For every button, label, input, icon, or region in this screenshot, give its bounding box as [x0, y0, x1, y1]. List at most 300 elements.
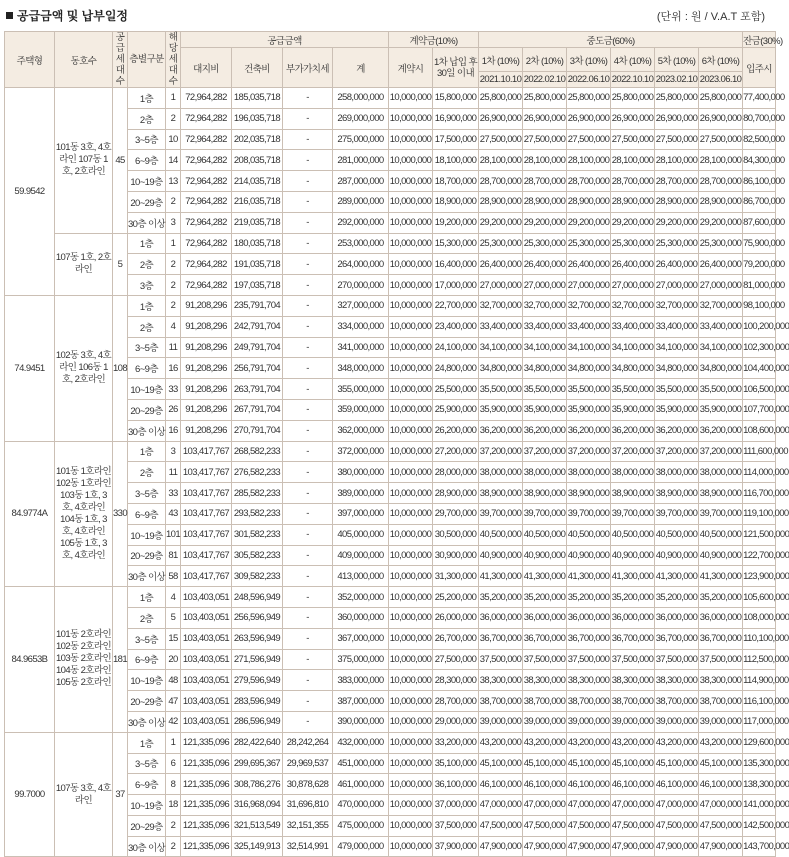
middle-3-cell: 32,700,000 [567, 295, 611, 316]
vat-cell: - [283, 503, 333, 524]
table-body [5, 88, 789, 857]
middle-1-cell: 35,500,000 [479, 379, 523, 400]
vat-cell: - [283, 711, 333, 732]
header-land: 대지비 [181, 48, 232, 88]
bullet-square-icon [6, 12, 13, 19]
supply-units-cell: 37 [113, 732, 128, 857]
table-row [5, 441, 776, 462]
middle-6-cell: 37,200,000 [699, 441, 743, 462]
deposit-first-cell: 29,000,000 [433, 711, 479, 732]
middle-6-cell: 34,100,000 [699, 337, 743, 358]
deposit-first-cell: 37,900,000 [433, 836, 479, 857]
deposit-first-cell: 17,000,000 [433, 275, 479, 296]
building-cell: 271,596,949 [232, 649, 283, 670]
total-cell: 367,000,000 [333, 628, 389, 649]
middle-4-cell: 35,900,000 [611, 399, 655, 420]
middle-4-cell: 27,500,000 [611, 129, 655, 150]
units-cell: 33 [166, 379, 181, 400]
middle-3-cell: 47,500,000 [567, 815, 611, 836]
land-cell: 72,964,282 [181, 150, 232, 171]
header-supply-units: 공급세대수 [113, 32, 128, 88]
units-cell: 10 [166, 129, 181, 150]
total-cell: 372,000,000 [333, 441, 389, 462]
building-cell: 235,791,704 [232, 295, 283, 316]
units-cell: 1 [166, 88, 181, 109]
units-cell: 81 [166, 545, 181, 566]
vat-cell: 32,151,355 [283, 815, 333, 836]
middle-5-cell: 47,500,000 [655, 815, 699, 836]
land-cell: 121,335,096 [181, 732, 232, 753]
middle-3-cell: 34,100,000 [567, 337, 611, 358]
building-cell: 299,695,367 [232, 753, 283, 774]
vat-cell: - [283, 233, 333, 254]
total-cell: 348,000,000 [333, 358, 389, 379]
supply-units-cell: 5 [113, 233, 128, 295]
vat-cell: 31,696,810 [283, 795, 333, 816]
vat-cell: - [283, 691, 333, 712]
middle-1-cell: 38,300,000 [479, 670, 523, 691]
total-cell: 275,000,000 [333, 129, 389, 150]
units-cell: 16 [166, 420, 181, 441]
supply-units-cell: 45 [113, 88, 128, 234]
deposit-first-cell: 24,800,000 [433, 358, 479, 379]
vat-cell: - [283, 420, 333, 441]
balance-cell: 122,700,000 [743, 545, 776, 566]
total-cell: 432,000,000 [333, 732, 389, 753]
balance-cell: 105,600,000 [743, 587, 776, 608]
deposit-first-cell: 27,500,000 [433, 649, 479, 670]
deposit-first-cell: 37,000,000 [433, 795, 479, 816]
building-cell: 309,582,233 [232, 566, 283, 587]
header-middle-date: 2021.10.10 [479, 72, 523, 88]
land-cell: 91,208,296 [181, 420, 232, 441]
middle-6-cell: 28,700,000 [699, 171, 743, 192]
floor-cell: 6~9층 [128, 774, 166, 795]
deposit-first-cell: 18,100,000 [433, 150, 479, 171]
middle-2-cell: 39,000,000 [523, 711, 567, 732]
middle-2-cell: 45,100,000 [523, 753, 567, 774]
floor-cell: 10~19층 [128, 379, 166, 400]
middle-4-cell: 37,500,000 [611, 649, 655, 670]
middle-3-cell: 36,700,000 [567, 628, 611, 649]
floor-cell: 20~29층 [128, 691, 166, 712]
middle-3-cell: 38,300,000 [567, 670, 611, 691]
middle-5-cell: 38,000,000 [655, 462, 699, 483]
middle-6-cell: 26,900,000 [699, 108, 743, 129]
units-cell: 3 [166, 212, 181, 233]
middle-1-cell: 38,000,000 [479, 462, 523, 483]
middle-6-cell: 38,700,000 [699, 691, 743, 712]
building-cell: 316,968,094 [232, 795, 283, 816]
table-row [5, 88, 776, 109]
vat-cell: - [283, 129, 333, 150]
middle-4-cell: 33,400,000 [611, 316, 655, 337]
total-cell: 289,000,000 [333, 191, 389, 212]
total-cell: 253,000,000 [333, 233, 389, 254]
floor-cell: 30층 이상 [128, 566, 166, 587]
header-deposit: 계약금(10%) [389, 32, 479, 48]
building-cell: 248,596,949 [232, 587, 283, 608]
building-cell: 286,596,949 [232, 711, 283, 732]
deposit-contract-cell: 10,000,000 [389, 836, 433, 857]
header-middle-round: 5차 (10%) [655, 48, 699, 72]
units-cell: 2 [166, 191, 181, 212]
balance-cell: 138,300,000 [743, 774, 776, 795]
deposit-first-cell: 25,900,000 [433, 399, 479, 420]
balance-cell: 114,900,000 [743, 670, 776, 691]
land-cell: 103,417,767 [181, 566, 232, 587]
deposit-contract-cell: 10,000,000 [389, 649, 433, 670]
header-deposit-first: 1차 납입 후 30일 이내 [433, 48, 479, 88]
floor-cell: 1층 [128, 233, 166, 254]
middle-6-cell: 27,500,000 [699, 129, 743, 150]
table-row [5, 295, 776, 316]
dong-cell: 107동 3호, 4호라인 [55, 732, 113, 857]
middle-4-cell: 29,200,000 [611, 212, 655, 233]
balance-cell: 143,700,000 [743, 836, 776, 857]
vat-cell: - [283, 462, 333, 483]
total-cell: 397,000,000 [333, 503, 389, 524]
building-cell: 279,596,949 [232, 670, 283, 691]
middle-3-cell: 28,100,000 [567, 150, 611, 171]
middle-4-cell: 38,000,000 [611, 462, 655, 483]
units-cell: 58 [166, 566, 181, 587]
land-cell: 103,403,051 [181, 587, 232, 608]
units-cell: 8 [166, 774, 181, 795]
header-middle: 중도금(60%) [479, 32, 743, 48]
middle-4-cell: 47,500,000 [611, 815, 655, 836]
total-cell: 390,000,000 [333, 711, 389, 732]
middle-1-cell: 37,500,000 [479, 649, 523, 670]
deposit-contract-cell: 10,000,000 [389, 503, 433, 524]
deposit-contract-cell: 10,000,000 [389, 691, 433, 712]
floor-cell: 2층 [128, 462, 166, 483]
header-dong: 동호수 [55, 32, 113, 88]
middle-2-cell: 40,500,000 [523, 524, 567, 545]
header-balance: 잔금(30%) [743, 32, 776, 48]
middle-2-cell: 38,700,000 [523, 691, 567, 712]
building-cell: 196,035,718 [232, 108, 283, 129]
middle-2-cell: 26,900,000 [523, 108, 567, 129]
balance-cell: 86,100,000 [743, 171, 776, 192]
middle-5-cell: 37,200,000 [655, 441, 699, 462]
building-cell: 219,035,718 [232, 212, 283, 233]
vat-cell: - [283, 150, 333, 171]
middle-6-cell: 25,800,000 [699, 88, 743, 109]
building-cell: 293,582,233 [232, 503, 283, 524]
building-cell: 185,035,718 [232, 88, 283, 109]
middle-3-cell: 47,900,000 [567, 836, 611, 857]
middle-6-cell: 38,300,000 [699, 670, 743, 691]
middle-4-cell: 36,200,000 [611, 420, 655, 441]
vat-cell: - [283, 649, 333, 670]
middle-6-cell: 37,500,000 [699, 649, 743, 670]
total-cell: 470,000,000 [333, 795, 389, 816]
middle-2-cell: 37,500,000 [523, 649, 567, 670]
middle-1-cell: 37,200,000 [479, 441, 523, 462]
middle-5-cell: 25,300,000 [655, 233, 699, 254]
balance-cell: 117,000,000 [743, 711, 776, 732]
land-cell: 103,403,051 [181, 711, 232, 732]
land-cell: 91,208,296 [181, 316, 232, 337]
middle-5-cell: 40,500,000 [655, 524, 699, 545]
units-cell: 2 [166, 815, 181, 836]
middle-5-cell: 34,800,000 [655, 358, 699, 379]
header-building: 건축비 [232, 48, 283, 88]
middle-5-cell: 34,100,000 [655, 337, 699, 358]
middle-3-cell: 40,900,000 [567, 545, 611, 566]
middle-2-cell: 38,000,000 [523, 462, 567, 483]
vat-cell: 32,514,991 [283, 836, 333, 857]
deposit-first-cell: 24,100,000 [433, 337, 479, 358]
vat-cell: - [283, 587, 333, 608]
deposit-first-cell: 33,200,000 [433, 732, 479, 753]
deposit-contract-cell: 10,000,000 [389, 295, 433, 316]
deposit-first-cell: 25,500,000 [433, 379, 479, 400]
middle-5-cell: 47,000,000 [655, 795, 699, 816]
header-supply-price: 공급금액 [181, 32, 389, 48]
middle-4-cell: 28,900,000 [611, 191, 655, 212]
supply-units-cell: 181 [113, 587, 128, 733]
building-cell: 308,786,276 [232, 774, 283, 795]
balance-cell: 121,500,000 [743, 524, 776, 545]
building-cell: 305,582,233 [232, 545, 283, 566]
deposit-first-cell: 31,300,000 [433, 566, 479, 587]
header-middle-round: 3차 (10%) [567, 48, 611, 72]
middle-5-cell: 28,900,000 [655, 191, 699, 212]
vat-cell: - [283, 670, 333, 691]
deposit-contract-cell: 10,000,000 [389, 171, 433, 192]
units-cell: 2 [166, 108, 181, 129]
middle-1-cell: 28,900,000 [479, 191, 523, 212]
land-cell: 72,964,282 [181, 129, 232, 150]
middle-1-cell: 45,100,000 [479, 753, 523, 774]
middle-3-cell: 35,200,000 [567, 587, 611, 608]
middle-4-cell: 35,500,000 [611, 379, 655, 400]
middle-1-cell: 28,700,000 [479, 171, 523, 192]
middle-3-cell: 38,900,000 [567, 483, 611, 504]
middle-3-cell: 25,800,000 [567, 88, 611, 109]
dong-cell: 101동 2호라인 102동 2호라인 103동 2호라인 104동 2호라인 105동 2호라인 [55, 587, 113, 733]
deposit-contract-cell: 10,000,000 [389, 815, 433, 836]
page-title-text: 공급금액 및 납부일정 [17, 9, 128, 23]
type-cell: 74.9451 [5, 295, 55, 441]
deposit-first-cell: 22,700,000 [433, 295, 479, 316]
middle-1-cell: 40,900,000 [479, 545, 523, 566]
middle-4-cell: 47,900,000 [611, 836, 655, 857]
balance-cell: 112,500,000 [743, 649, 776, 670]
middle-4-cell: 34,800,000 [611, 358, 655, 379]
middle-6-cell: 35,200,000 [699, 587, 743, 608]
floor-cell: 10~19층 [128, 670, 166, 691]
type-cell: 84.9774A [5, 441, 55, 587]
middle-1-cell: 47,500,000 [479, 815, 523, 836]
total-cell: 461,000,000 [333, 774, 389, 795]
building-cell: 321,513,549 [232, 815, 283, 836]
middle-2-cell: 38,300,000 [523, 670, 567, 691]
deposit-contract-cell: 10,000,000 [389, 88, 433, 109]
supply-units-cell: 108 [113, 295, 128, 441]
floor-cell: 30층 이상 [128, 711, 166, 732]
total-cell: 258,000,000 [333, 88, 389, 109]
middle-6-cell: 32,700,000 [699, 295, 743, 316]
middle-1-cell: 35,200,000 [479, 587, 523, 608]
units-cell: 11 [166, 337, 181, 358]
balance-cell: 129,600,000 [743, 732, 776, 753]
balance-cell: 141,000,000 [743, 795, 776, 816]
vat-cell: - [283, 171, 333, 192]
middle-1-cell: 25,300,000 [479, 233, 523, 254]
type-cell: 59.9542 [5, 88, 55, 296]
middle-4-cell: 46,100,000 [611, 774, 655, 795]
header-middle-date: 2022.10.10 [611, 72, 655, 88]
middle-1-cell: 40,500,000 [479, 524, 523, 545]
floor-cell: 1층 [128, 587, 166, 608]
header-balance-when: 입주시 [743, 48, 776, 88]
floor-cell: 6~9층 [128, 358, 166, 379]
deposit-first-cell: 15,800,000 [433, 88, 479, 109]
middle-5-cell: 35,500,000 [655, 379, 699, 400]
middle-6-cell: 47,500,000 [699, 815, 743, 836]
middle-3-cell: 39,000,000 [567, 711, 611, 732]
type-cell: 84.9653B [5, 587, 55, 733]
floor-cell: 6~9층 [128, 503, 166, 524]
middle-5-cell: 37,500,000 [655, 649, 699, 670]
units-cell: 16 [166, 358, 181, 379]
floor-cell: 30층 이상 [128, 836, 166, 857]
middle-6-cell: 28,100,000 [699, 150, 743, 171]
middle-2-cell: 37,200,000 [523, 441, 567, 462]
deposit-first-cell: 18,900,000 [433, 191, 479, 212]
middle-5-cell: 33,400,000 [655, 316, 699, 337]
floor-cell: 20~29층 [128, 399, 166, 420]
land-cell: 91,208,296 [181, 399, 232, 420]
balance-cell: 119,100,000 [743, 503, 776, 524]
middle-4-cell: 38,300,000 [611, 670, 655, 691]
balance-cell: 100,200,000 [743, 316, 776, 337]
total-cell: 360,000,000 [333, 607, 389, 628]
floor-cell: 3~5층 [128, 628, 166, 649]
middle-6-cell: 46,100,000 [699, 774, 743, 795]
deposit-first-cell: 37,500,000 [433, 815, 479, 836]
middle-2-cell: 36,200,000 [523, 420, 567, 441]
floor-cell: 2층 [128, 254, 166, 275]
floor-cell: 10~19층 [128, 171, 166, 192]
vat-cell: - [283, 379, 333, 400]
deposit-contract-cell: 10,000,000 [389, 483, 433, 504]
middle-6-cell: 47,900,000 [699, 836, 743, 857]
middle-4-cell: 32,700,000 [611, 295, 655, 316]
middle-4-cell: 39,700,000 [611, 503, 655, 524]
dong-cell: 101동 3호, 4호라인 107동 1호, 2호라인 [55, 88, 113, 234]
header-middle-date: 2023.06.10 [699, 72, 743, 88]
middle-3-cell: 28,900,000 [567, 191, 611, 212]
deposit-first-cell: 27,200,000 [433, 441, 479, 462]
middle-1-cell: 47,900,000 [479, 836, 523, 857]
middle-4-cell: 40,500,000 [611, 524, 655, 545]
middle-1-cell: 39,700,000 [479, 503, 523, 524]
middle-4-cell: 37,200,000 [611, 441, 655, 462]
middle-5-cell: 35,900,000 [655, 399, 699, 420]
header-deposit-contract: 계약시 [389, 48, 433, 88]
units-cell: 101 [166, 524, 181, 545]
floor-cell: 3~5층 [128, 129, 166, 150]
table-header [5, 32, 783, 88]
middle-4-cell: 47,000,000 [611, 795, 655, 816]
middle-3-cell: 37,200,000 [567, 441, 611, 462]
middle-5-cell: 28,700,000 [655, 171, 699, 192]
floor-cell: 2층 [128, 316, 166, 337]
middle-3-cell: 29,200,000 [567, 212, 611, 233]
middle-2-cell: 28,700,000 [523, 171, 567, 192]
vat-cell: - [283, 275, 333, 296]
middle-2-cell: 47,000,000 [523, 795, 567, 816]
deposit-contract-cell: 10,000,000 [389, 711, 433, 732]
type-cell: 99.7000 [5, 732, 55, 857]
vat-cell: - [283, 524, 333, 545]
dong-cell: 102동 3호, 4호라인 106동 1호, 2호라인 [55, 295, 113, 441]
total-cell: 264,000,000 [333, 254, 389, 275]
middle-4-cell: 28,700,000 [611, 171, 655, 192]
balance-cell: 111,600,000 [743, 441, 776, 462]
vat-cell: 28,242,264 [283, 732, 333, 753]
middle-5-cell: 41,300,000 [655, 566, 699, 587]
middle-3-cell: 38,700,000 [567, 691, 611, 712]
land-cell: 103,403,051 [181, 691, 232, 712]
land-cell: 103,417,767 [181, 462, 232, 483]
deposit-first-cell: 35,100,000 [433, 753, 479, 774]
balance-cell: 82,500,000 [743, 129, 776, 150]
units-cell: 14 [166, 150, 181, 171]
header-middle-date: 2023.02.10 [655, 72, 699, 88]
middle-5-cell: 38,900,000 [655, 483, 699, 504]
middle-2-cell: 38,900,000 [523, 483, 567, 504]
middle-3-cell: 43,200,000 [567, 732, 611, 753]
middle-3-cell: 38,000,000 [567, 462, 611, 483]
balance-cell: 106,500,000 [743, 379, 776, 400]
building-cell: 267,791,704 [232, 399, 283, 420]
middle-4-cell: 34,100,000 [611, 337, 655, 358]
deposit-first-cell: 25,200,000 [433, 587, 479, 608]
deposit-contract-cell: 10,000,000 [389, 150, 433, 171]
header-middle-round: 1차 (10%) [479, 48, 523, 72]
deposit-first-cell: 26,000,000 [433, 607, 479, 628]
deposit-contract-cell: 10,000,000 [389, 545, 433, 566]
building-cell: 301,582,233 [232, 524, 283, 545]
middle-3-cell: 36,000,000 [567, 607, 611, 628]
total-cell: 409,000,000 [333, 545, 389, 566]
deposit-first-cell: 19,200,000 [433, 212, 479, 233]
deposit-contract-cell: 10,000,000 [389, 732, 433, 753]
land-cell: 121,335,096 [181, 836, 232, 857]
building-cell: 191,035,718 [232, 254, 283, 275]
middle-1-cell: 46,100,000 [479, 774, 523, 795]
total-cell: 380,000,000 [333, 462, 389, 483]
land-cell: 72,964,282 [181, 108, 232, 129]
total-cell: 352,000,000 [333, 587, 389, 608]
building-cell: 214,035,718 [232, 171, 283, 192]
deposit-first-cell: 29,700,000 [433, 503, 479, 524]
land-cell: 121,335,096 [181, 774, 232, 795]
total-cell: 405,000,000 [333, 524, 389, 545]
middle-3-cell: 26,400,000 [567, 254, 611, 275]
middle-5-cell: 45,100,000 [655, 753, 699, 774]
units-cell: 4 [166, 316, 181, 337]
middle-6-cell: 28,900,000 [699, 191, 743, 212]
balance-cell: 84,300,000 [743, 150, 776, 171]
middle-2-cell: 26,400,000 [523, 254, 567, 275]
middle-1-cell: 33,400,000 [479, 316, 523, 337]
